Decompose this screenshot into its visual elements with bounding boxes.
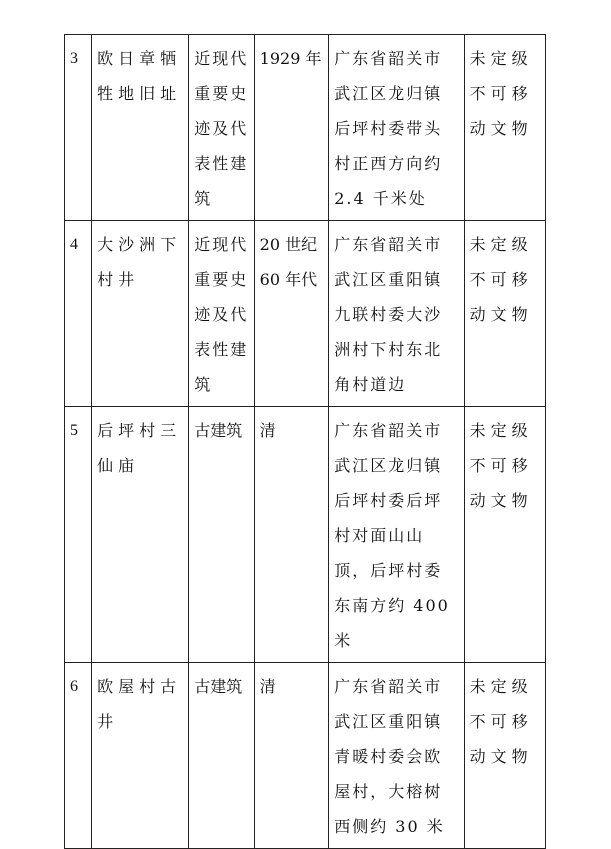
table-row <box>65 407 546 663</box>
site-era: 1929 年 <box>254 35 329 221</box>
site-category: 近现代重要史迹及代表性建筑 <box>189 35 254 221</box>
site-category: 近现代重要史迹及代表性建筑 <box>189 221 254 407</box>
table-row <box>65 221 546 407</box>
table-row <box>65 663 546 849</box>
row-number: 3 <box>65 35 92 221</box>
site-category: 古建筑 <box>189 407 254 663</box>
site-level: 未定级不可移动文物 <box>464 221 545 407</box>
heritage-table <box>64 34 546 849</box>
site-level: 未定级不可移动文物 <box>464 407 545 663</box>
site-location: 广东省韶关市武江区重阳镇九联村委大沙洲村下村东北角村道边 <box>329 221 464 407</box>
row-number: 6 <box>65 663 92 849</box>
site-name: 欧屋村古井 <box>92 663 189 849</box>
site-name: 欧日章牺牲地旧址 <box>92 35 189 221</box>
site-location: 广东省韶关市武江区龙归镇后坪村委后坪村对面山山顶，后坪村委东南方约 400 米 <box>329 407 464 663</box>
site-location: 广东省韶关市武江区龙归镇后坪村委带头村正西方向约 2.4 千米处 <box>329 35 464 221</box>
site-name: 大沙洲下村井 <box>92 221 189 407</box>
site-level: 未定级不可移动文物 <box>464 35 545 221</box>
site-name: 后坪村三仙庙 <box>92 407 189 663</box>
row-number: 5 <box>65 407 92 663</box>
site-era: 清 <box>254 663 329 849</box>
table-row <box>65 35 546 221</box>
site-level: 未定级不可移动文物 <box>464 663 545 849</box>
site-location: 广东省韶关市武江区重阳镇青暖村委会欧屋村，大榕树西侧约 30 米 <box>329 663 464 849</box>
site-era: 清 <box>254 407 329 663</box>
row-number: 4 <box>65 221 92 407</box>
site-category: 古建筑 <box>189 663 254 849</box>
site-era: 20 世纪 60 年代 <box>254 221 329 407</box>
